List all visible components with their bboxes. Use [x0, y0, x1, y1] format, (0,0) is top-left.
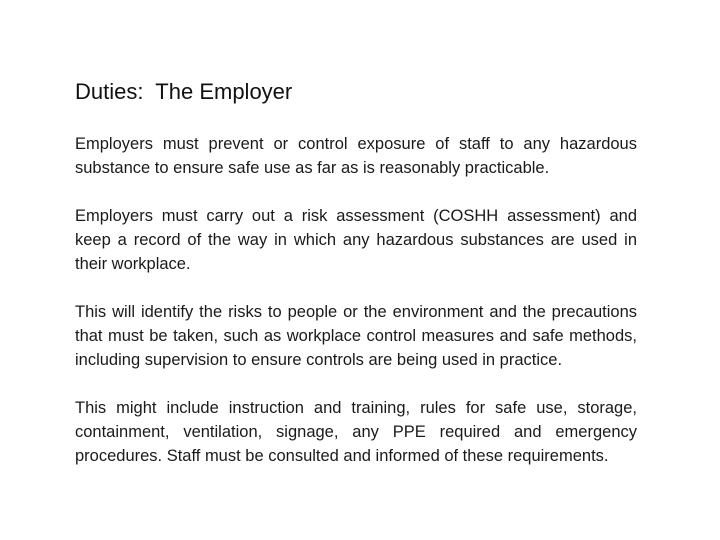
paragraph-identify-risks: This will identify the risks to people or the environment and the precautions that must be taken, such as workplace control measures and safe methods, including supervision to ensure controls are being used in practice.	[75, 303, 637, 369]
slide-title: Duties: The Employer	[75, 79, 293, 104]
slide-body	[75, 132, 637, 492]
paragraph-instruction-training: This might include instruction and training, rules for safe use, storage, containment, ventilation, signage, any PPE required and emergency procedures. Staff must be consulted and informed of these requirements.	[75, 399, 637, 465]
paragraph-risk-assessment: Employers must carry out a risk assessment (COSHH assessment) and keep a record of the way in which any hazardous substances are used in their workplace.	[75, 207, 637, 273]
paragraph-prevent-exposure: Employers must prevent or control exposure of staff to any hazardous substance to ensure safe use as far as is reasonably practicable.	[75, 135, 637, 177]
